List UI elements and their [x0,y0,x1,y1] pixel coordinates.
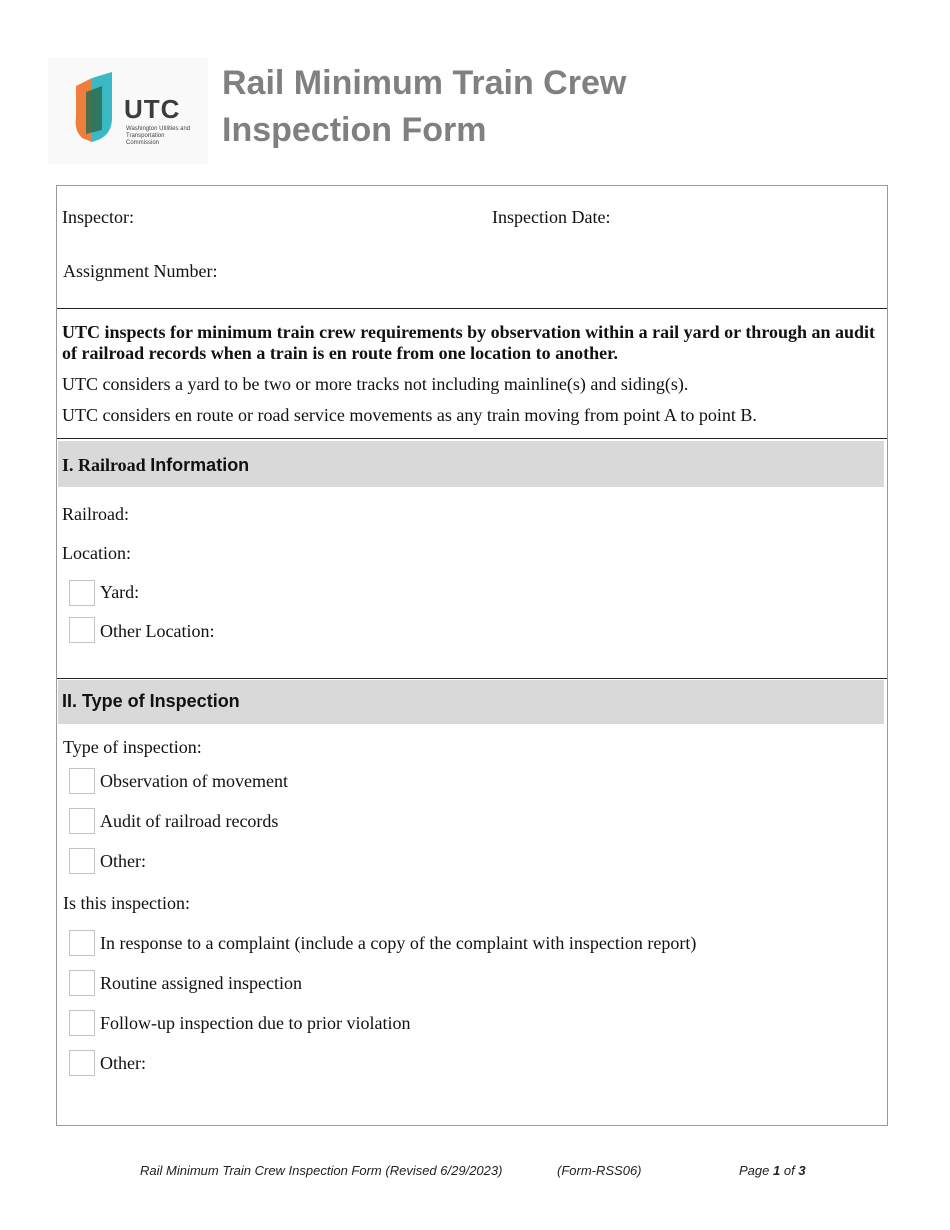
complaint-response-checkbox[interactable] [69,930,95,956]
yard-definition: UTC considers a yard to be two or more tracks not including mainline(s) and siding(s). [62,374,689,394]
footer-page-number [739,1163,806,1178]
page-title [222,60,626,154]
railroad-label: Railroad: [62,504,129,524]
enroute-definition: UTC considers en route or road service movements as any train moving from point A to point B. [62,405,757,425]
observation-of-movement-label: Observation of movement [100,771,288,791]
is-other-checkbox[interactable] [69,1050,95,1076]
divider [57,308,887,309]
page-title-line1: Rail Minimum Train Crew [222,64,627,102]
yard-checkbox[interactable] [69,580,95,606]
section1-title-rest: Information [150,455,250,475]
other-location-checkbox[interactable] [69,617,95,643]
section2-title: II. Type of Inspection [62,691,240,711]
is-this-inspection-label: Is this inspection: [63,893,190,913]
type-other-checkbox[interactable] [69,848,95,874]
yard-label: Yard: [100,582,140,602]
is-other-label: Other: [100,1053,146,1073]
section-type-of-inspection-header [58,680,884,724]
footer-page-current: 1 [773,1163,781,1178]
page-title-line2: Inspection Form [222,111,487,149]
location-label: Location: [62,543,131,563]
audit-of-railroad-records-label: Audit of railroad records [100,811,279,831]
type-of-inspection-label: Type of inspection: [63,737,202,757]
section-railroad-information-header [58,441,884,487]
footer-page-word: Page [739,1163,770,1178]
other-location-label: Other Location: [100,621,215,641]
footer-form-title: Rail Minimum Train Crew Inspection Form (Revised 6/29/2023) [140,1163,503,1178]
divider [57,678,887,679]
utc-logo [48,58,208,164]
routine-assigned-checkbox[interactable] [69,970,95,996]
inspection-date-label: Inspection Date: [492,207,611,227]
observation-of-movement-checkbox[interactable] [69,768,95,794]
footer-form-code: (Form-RSS06) [557,1163,642,1178]
type-other-label: Other: [100,851,146,871]
logo-subtitle: Washington Utilities and Transportation Commission [126,126,191,146]
footer-of-word: of [783,1163,795,1178]
utc-logo-mark-icon [72,72,132,146]
intro-bold-text: UTC inspects for minimum train crew requirements by observation within a rail yard or through an audit of railroad records when a train is en route from one location to another. [62,322,876,363]
footer-page-total: 3 [798,1163,806,1178]
assignment-number-label: Assignment Number: [63,261,218,281]
follow-up-label: Follow-up inspection due to prior violation [100,1013,411,1033]
section1-title-roman: I. Railroad [62,455,146,475]
divider [57,438,887,439]
audit-of-railroad-records-checkbox[interactable] [69,808,95,834]
follow-up-checkbox[interactable] [69,1010,95,1036]
logo-wordmark: UTC [124,94,181,124]
routine-assigned-label: Routine assigned inspection [100,973,302,993]
complaint-response-label: In response to a complaint (include a copy of the complaint with inspection report) [100,933,697,953]
inspector-label: Inspector: [62,207,134,227]
